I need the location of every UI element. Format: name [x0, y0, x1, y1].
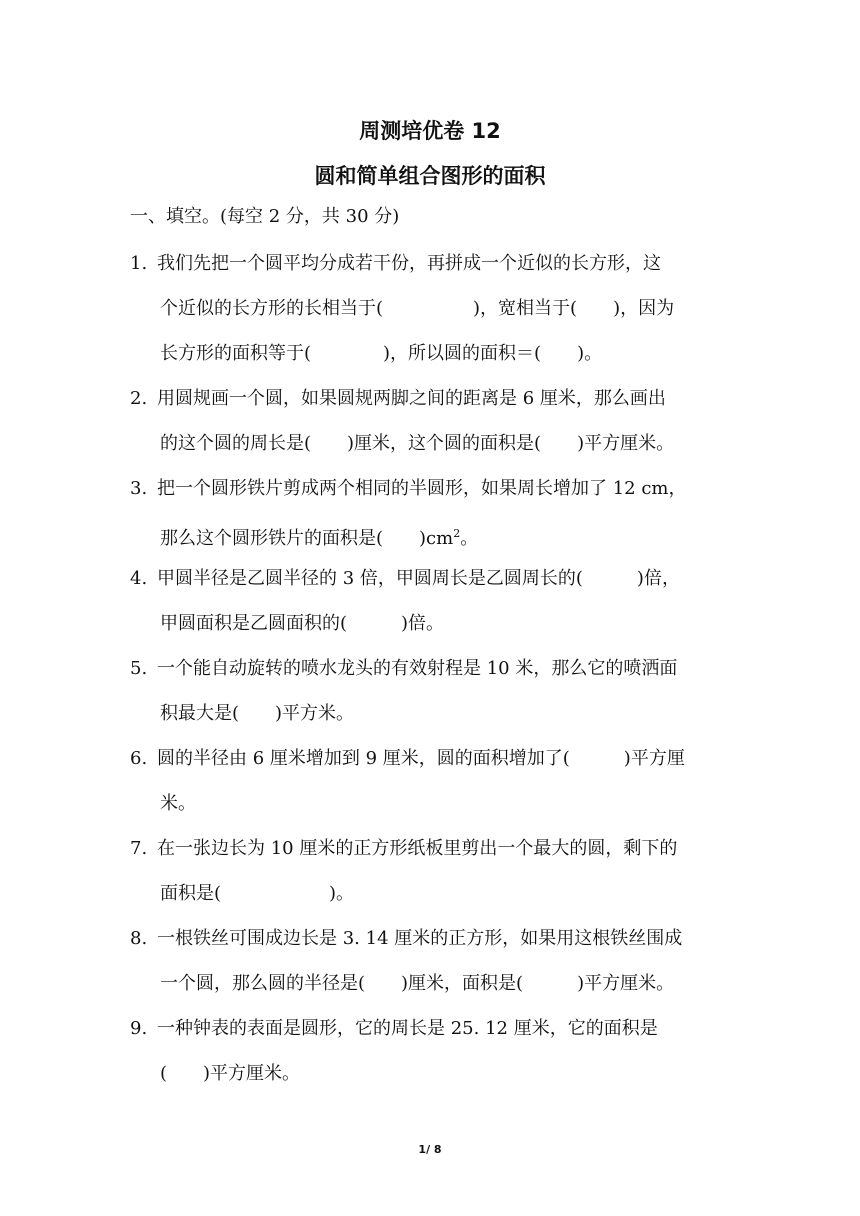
question-number-5: 5. [130, 658, 148, 679]
question-7-line-1: 在一张边长为 10 厘米的正方形纸板里剪出一个最大的圆，剩下的 [157, 838, 678, 859]
question-8-line-2: 一个圆，那么圆的半径是( )厘米，面积是( )平方厘米。 [160, 973, 675, 994]
question-1-line-2: 个近似的长方形的长相当于( )，宽相当于( )，因为 [160, 298, 675, 319]
question-number-3: 3. [130, 478, 148, 499]
question-3-line-2-end: 。 [460, 528, 479, 549]
page-subtitle: 圆和简单组合图形的面积 [314, 164, 546, 188]
question-number-7: 7. [130, 838, 148, 859]
question-6-line-1: 圆的半径由 6 厘米增加到 9 厘米，圆的面积增加了( )平方厘 [157, 748, 685, 769]
question-9-line-2: ( )平方厘米。 [160, 1063, 301, 1084]
question-6-line-2: 米。 [160, 793, 196, 814]
question-4-line-2: 甲圆面积是乙圆面积的( )倍。 [160, 613, 445, 634]
question-number-4: 4. [130, 568, 148, 589]
question-number-2: 2. [130, 388, 148, 409]
question-number-6: 6. [130, 748, 148, 769]
question-3-line-1: 把一个圆形铁片剪成两个相同的半圆形，如果周长增加了 12 cm， [157, 478, 687, 499]
question-9-line-1: 一种钟表的表面是圆形，它的周长是 25. 12 厘米，它的面积是 [157, 1018, 658, 1039]
section-heading: 一、填空。(每空 2 分，共 30 分) [130, 206, 400, 227]
question-5-line-2: 积最大是( )平方米。 [160, 703, 355, 724]
page-number: 1/ 8 [418, 1143, 442, 1156]
question-4-line-1: 甲圆半径是乙圆半径的 3 倍，甲圆周长是乙圆周长的( )倍， [157, 568, 680, 589]
question-1-line-1: 我们先把一个圆平均分成若干份，再拼成一个近似的长方形，这 [157, 253, 661, 274]
question-8-line-1: 一根铁丝可围成边长是 3. 14 厘米的正方形，如果用这根铁丝围成 [157, 928, 683, 949]
superscript-2: 2 [453, 527, 461, 540]
question-5-line-1: 一个能自动旋转的喷水龙头的有效射程是 10 米，那么它的喷洒面 [157, 658, 678, 679]
question-2-line-2: 的这个圆的周长是( )厘米，这个圆的面积是( )平方厘米。 [160, 433, 675, 454]
question-1-line-3: 长方形的面积等于( )，所以圆的面积＝( )。 [160, 343, 603, 364]
question-2-line-1: 用圆规画一个圆，如果圆规两脚之间的距离是 6 厘米，那么画出 [157, 388, 666, 409]
question-3-line-2-text: 那么这个圆形铁片的面积是( )cm [160, 528, 454, 549]
question-3-line-2 [160, 522, 478, 551]
question-7-line-2: 面积是( )。 [160, 883, 355, 904]
question-number-1: 1. [130, 253, 148, 274]
page-title: 周测培优卷 12 [359, 119, 501, 143]
question-number-9: 9. [130, 1018, 148, 1039]
question-number-8: 8. [130, 928, 148, 949]
